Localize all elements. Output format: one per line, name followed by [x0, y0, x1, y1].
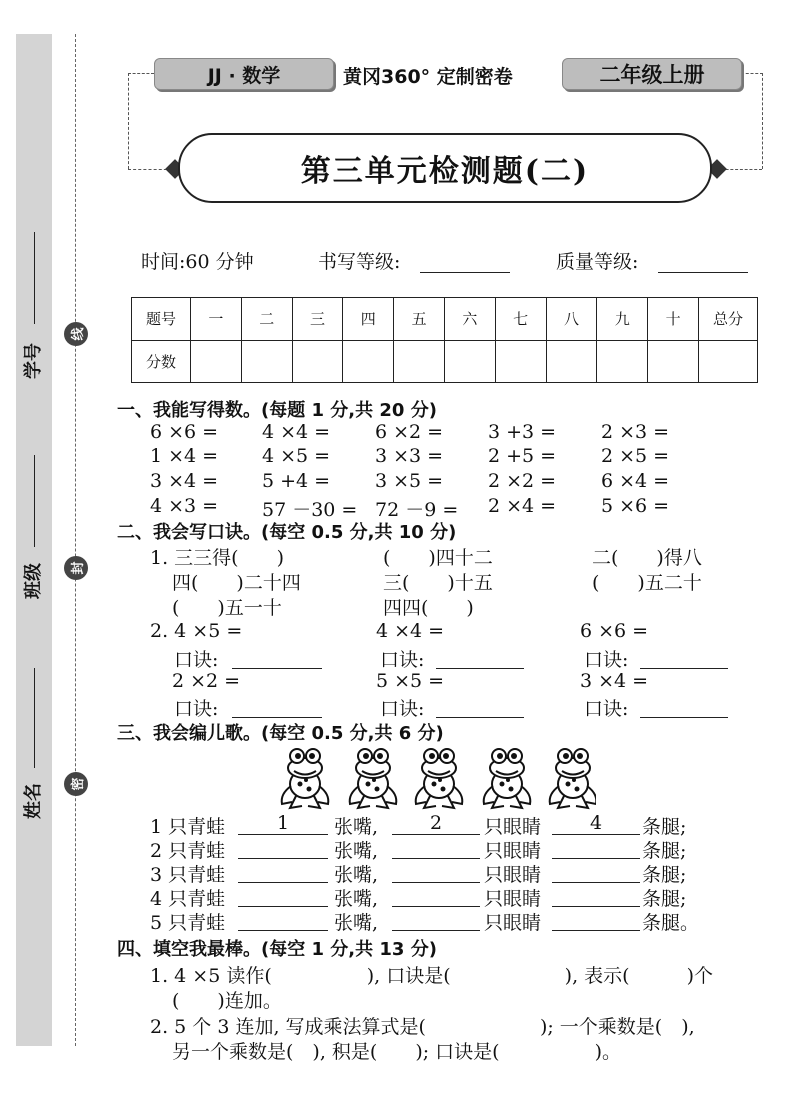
- score-cell[interactable]: [597, 340, 648, 383]
- score-cell[interactable]: [241, 340, 292, 383]
- header-dash-left: [128, 73, 154, 74]
- score-table: [131, 297, 758, 383]
- seal-line-badge: 线: [64, 322, 88, 346]
- eyes-answer[interactable]: [392, 860, 480, 883]
- mouth-answer[interactable]: [238, 836, 328, 859]
- koujue-fill: ( )五二十: [592, 572, 702, 594]
- eyes-answer[interactable]: [392, 884, 480, 907]
- time-info: 时间:60 分钟: [141, 251, 254, 273]
- legs-word: 条腿;: [642, 840, 687, 862]
- koujue-label: 口诀:: [380, 649, 425, 671]
- score-cell[interactable]: [699, 340, 758, 383]
- writing-grade-label: 书写等级:: [318, 251, 401, 273]
- seal-seal-badge: 封: [64, 556, 88, 580]
- legs-word: 条腿;: [642, 888, 687, 910]
- koujue-fill: 1. 三三得( ): [150, 547, 284, 569]
- header-dash-right-vertical: [762, 73, 763, 169]
- score-header-cell: 总分: [699, 298, 758, 341]
- calc-item: 4 ×4 =: [262, 421, 331, 443]
- koujue-fill: 三( )十五: [383, 572, 493, 594]
- koujue-answer-field[interactable]: [436, 717, 524, 718]
- frog-count: 3 只青蛙: [150, 864, 226, 886]
- mouth-word: 张嘴,: [334, 840, 379, 862]
- calc-item: 2 ×3 =: [601, 421, 670, 443]
- calc-item: 5 +4 =: [262, 470, 331, 492]
- koujue-answer-field[interactable]: [436, 668, 524, 669]
- koujue-answer-field[interactable]: [640, 717, 728, 718]
- koujue-expr: 3 ×4 =: [580, 670, 649, 692]
- koujue-label: 口诀:: [584, 698, 629, 720]
- koujue-answer-field[interactable]: [232, 717, 322, 718]
- legs-answer[interactable]: 4: [552, 812, 640, 835]
- mouth-answer[interactable]: 1: [238, 812, 328, 835]
- eyes-word: 只眼睛: [484, 864, 542, 886]
- section-3-heading: 三、我会编儿歌。(每空 0.5 分,共 6 分): [117, 723, 444, 744]
- koujue-label: 口诀:: [584, 649, 629, 671]
- calc-item: 57 －30 =: [262, 499, 358, 521]
- koujue-expr: 5 ×5 =: [376, 670, 445, 692]
- score-value-row: [132, 340, 758, 383]
- frog-icon: [484, 749, 531, 808]
- calc-item: 72 －9 =: [375, 499, 459, 521]
- series-title: 黄冈360° 定制密卷: [343, 66, 513, 88]
- eyes-answer[interactable]: [392, 908, 480, 931]
- score-cell[interactable]: [292, 340, 343, 383]
- fill-question-1: 1. 4 ×5 读作( ), 口诀是( ), 表示( )个: [150, 965, 713, 987]
- calc-item: 4 ×5 =: [262, 445, 331, 467]
- koujue-fill: ( )五一十: [172, 597, 282, 619]
- legs-word: 条腿;: [642, 864, 687, 886]
- header-dash-right: [741, 73, 763, 74]
- score-header-cell: 七: [495, 298, 546, 341]
- class-label: 班级: [23, 563, 44, 599]
- legs-answer[interactable]: [552, 908, 640, 931]
- calc-item: 1 ×4 =: [150, 445, 219, 467]
- calc-item: 5 ×6 =: [601, 495, 670, 517]
- score-cell[interactable]: [546, 340, 597, 383]
- score-header-cell: 五: [394, 298, 445, 341]
- quality-grade-label: 质量等级:: [556, 251, 639, 273]
- calc-item: 3 +3 =: [488, 421, 557, 443]
- section-1-heading: 一、我能写得数。(每题 1 分,共 20 分): [117, 400, 437, 421]
- legs-answer[interactable]: [552, 860, 640, 883]
- score-header-cell: 二: [241, 298, 292, 341]
- score-header-cell: 六: [444, 298, 495, 341]
- calc-item: 2 ×2 =: [488, 470, 557, 492]
- eyes-word: 只眼睛: [484, 912, 542, 934]
- fill-question-2: 2. 5 个 3 连加, 写成乘法算式是( ); 一个乘数是( ),: [150, 1016, 695, 1038]
- frogs-illustration: [276, 742, 596, 810]
- eyes-answer[interactable]: 2: [392, 812, 480, 835]
- student-id-field[interactable]: [34, 232, 35, 324]
- cut-line: [75, 34, 76, 1046]
- koujue-fill: ( )四十二: [383, 547, 493, 569]
- score-cell[interactable]: [394, 340, 445, 383]
- koujue-answer-field[interactable]: [640, 668, 728, 669]
- score-header-cell: 三: [292, 298, 343, 341]
- calc-item: 2 ×5 =: [601, 445, 670, 467]
- score-row-label: 分数: [132, 340, 191, 383]
- score-cell[interactable]: [444, 340, 495, 383]
- score-cell[interactable]: [191, 340, 242, 383]
- frog-count: 2 只青蛙: [150, 840, 226, 862]
- legs-answer[interactable]: [552, 884, 640, 907]
- mouth-answer[interactable]: [238, 908, 328, 931]
- calc-item: 3 ×5 =: [375, 470, 444, 492]
- class-field[interactable]: [34, 455, 35, 547]
- grade-pill: 二年级上册: [562, 58, 742, 90]
- frog-icon: [416, 749, 463, 808]
- fill-question-1-cont: ( )连加。: [172, 990, 282, 1012]
- mouth-word: 张嘴,: [334, 816, 379, 838]
- legs-word: 条腿;: [642, 816, 687, 838]
- koujue-fill: 四四( ): [383, 597, 474, 619]
- eyes-answer[interactable]: [392, 836, 480, 859]
- page-title: 第三单元检测题(二): [300, 154, 590, 189]
- koujue-label: 口诀:: [174, 698, 219, 720]
- mouth-answer[interactable]: [238, 884, 328, 907]
- name-field[interactable]: [34, 668, 35, 768]
- title-frame: [178, 133, 712, 203]
- eyes-word: 只眼睛: [484, 840, 542, 862]
- koujue-expr: 2 ×2 =: [172, 670, 241, 692]
- calc-item: 4 ×3 =: [150, 495, 219, 517]
- frog-icon: [282, 749, 329, 808]
- subject-pill: JJ · 数学: [154, 58, 334, 90]
- calc-item: 2 ×4 =: [488, 495, 557, 517]
- score-header-row: [132, 298, 758, 341]
- mouth-word: 张嘴,: [334, 888, 379, 910]
- section-4-heading: 四、填空我最棒。(每空 1 分,共 13 分): [117, 939, 437, 960]
- section-2-heading: 二、我会写口诀。(每空 0.5 分,共 10 分): [117, 522, 457, 543]
- frog-count: 4 只青蛙: [150, 888, 226, 910]
- koujue-label: 口诀:: [380, 698, 425, 720]
- mouth-word: 张嘴,: [334, 864, 379, 886]
- score-header-cell: 题号: [132, 298, 191, 341]
- score-cell[interactable]: [495, 340, 546, 383]
- koujue-expr: 2. 4 ×5 =: [150, 620, 243, 642]
- koujue-label: 口诀:: [174, 649, 219, 671]
- frog-icon: [550, 749, 596, 808]
- seal-secret-badge: 密: [64, 772, 88, 796]
- score-header-cell: 一: [191, 298, 242, 341]
- calc-item: 3 ×3 =: [375, 445, 444, 467]
- fill-question-2-cont: 另一个乘数是( ), 积是( ); 口诀是( )。: [172, 1041, 621, 1063]
- header-dash-left-vertical: [128, 73, 129, 169]
- eyes-word: 只眼睛: [484, 888, 542, 910]
- score-header-cell: 四: [343, 298, 394, 341]
- frog-count: 5 只青蛙: [150, 912, 226, 934]
- legs-answer[interactable]: [552, 836, 640, 859]
- score-header-cell: 九: [597, 298, 648, 341]
- score-header-cell: 八: [546, 298, 597, 341]
- calc-item: 2 +5 =: [488, 445, 557, 467]
- quality-grade-field[interactable]: [658, 272, 748, 273]
- calc-item: 6 ×4 =: [601, 470, 670, 492]
- name-label: 姓名: [23, 783, 44, 819]
- koujue-fill: 四( )二十四: [172, 572, 301, 594]
- score-cell[interactable]: [343, 340, 394, 383]
- score-cell[interactable]: [648, 340, 699, 383]
- legs-word: 条腿。: [642, 912, 700, 934]
- koujue-fill: 二( )得八: [592, 547, 702, 569]
- score-header-cell: 十: [648, 298, 699, 341]
- frog-count: 1 只青蛙: [150, 816, 226, 838]
- mouth-word: 张嘴,: [334, 912, 379, 934]
- mouth-answer[interactable]: [238, 860, 328, 883]
- eyes-word: 只眼睛: [484, 816, 542, 838]
- frog-icon: [350, 749, 397, 808]
- calc-item: 6 ×6 =: [150, 421, 219, 443]
- student-id-label: 学号: [23, 343, 44, 379]
- koujue-expr: 6 ×6 =: [580, 620, 649, 642]
- koujue-answer-field[interactable]: [232, 668, 322, 669]
- calc-item: 6 ×2 =: [375, 421, 444, 443]
- calc-item: 3 ×4 =: [150, 470, 219, 492]
- koujue-expr: 4 ×4 =: [376, 620, 445, 642]
- writing-grade-field[interactable]: [420, 272, 510, 273]
